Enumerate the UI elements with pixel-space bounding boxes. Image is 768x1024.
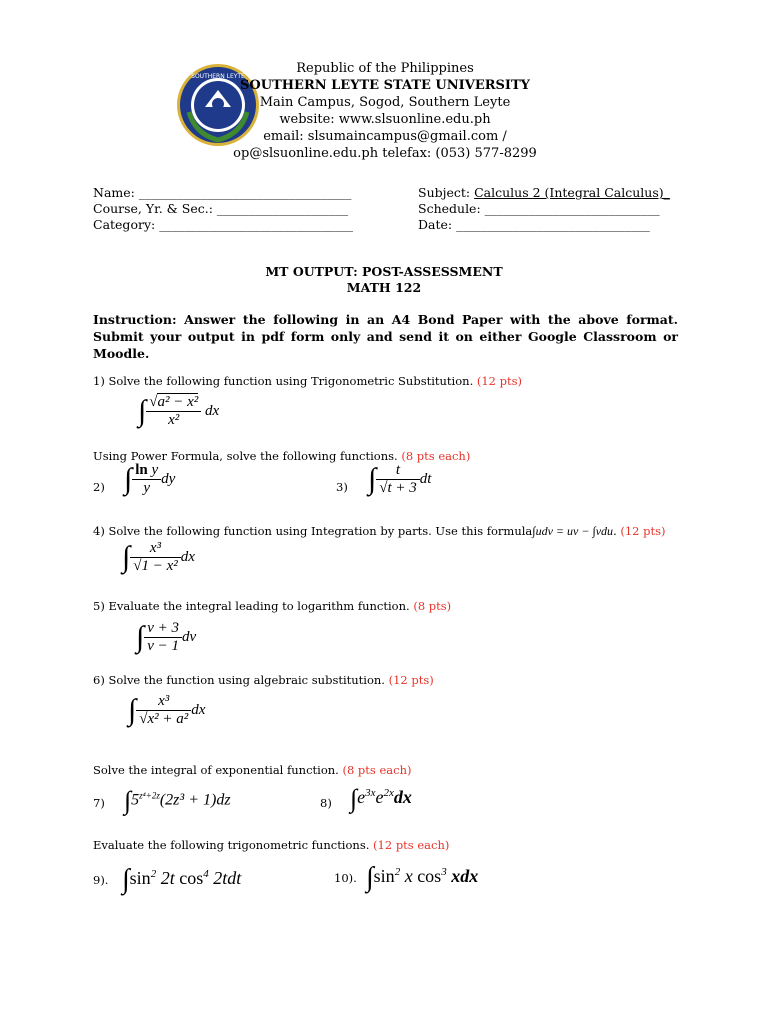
q2-label: 2) (93, 480, 105, 494)
question-5: 5) Evaluate the integral leading to logarithm function. (8 pts) (93, 599, 452, 613)
power-formula-heading: Using Power Formula, solve the following functions. (8 pts each) (93, 449, 471, 463)
header-country: Republic of the Philippines (296, 61, 474, 76)
q7-label: 7) (93, 796, 105, 810)
q10-label: 10). (334, 871, 357, 885)
q2-integral: ∫ $\frac{\text{ln y}}{y}$ dy (124, 462, 176, 496)
q4-integral: ∫ $\frac{\text{x³}}{\text{√1 − x²}}$ dx (122, 540, 195, 574)
schedule-field: Schedule: ____________________________ (418, 201, 660, 216)
header-contact: op@slsuonline.edu.ph telefax: (053) 577-8299 (233, 146, 537, 161)
q6-integral: ∫ $\frac{\text{x³}}{\text{√x² + a²}}$ dx (128, 693, 206, 727)
instruction-text: Instruction: Answer the following in an A4 Bond Paper with the above format. Submit your output in pdf form only and send it on either Google Classroom or Moodle. (93, 312, 678, 361)
header-university-name: SOUTHERN LEYTE STATE UNIVERSITY (240, 78, 530, 93)
exponential-heading: Solve the integral of exponential function. (8 pts each) (93, 763, 412, 777)
q7-integral: $\int 5^{z^4+2z}(2z^3 + 1)dz$ (124, 786, 231, 815)
svg-text:SOUTHERN LEYTE: SOUTHERN LEYTE (191, 73, 245, 80)
subject-field: Subject: Calculus 2 (Integral Calculus)_ (418, 185, 670, 200)
header-campus: Main Campus, Sogod, Southern Leyte (259, 95, 511, 110)
q9-integral: $\int\sin^2$ 2t $\cos^4 2tdt$ (122, 864, 242, 895)
course-field: Course, Yr. & Sec.: _____________________ (93, 201, 349, 216)
q10-integral: $\int\sin^2$ x $\cos^3$ xdx (366, 862, 479, 893)
header-website: website: www.slsuonline.edu.ph (279, 112, 491, 127)
q1-integral: ∫ $\frac{\text{√a² − x²}}{\text{x²}}$ dx (138, 394, 220, 428)
q5-integral: ∫ $\frac{v + 3}{v - 1}$ dv (136, 620, 197, 654)
q3-integral: ∫ $\frac{t}{√t + 3}$ dt (368, 462, 432, 496)
date-field: Date: _______________________________ (418, 217, 650, 232)
q8-integral: $\int e^{3x}e^{2x}dx$ (350, 784, 412, 813)
question-4: 4) Solve the following function using Integration by parts. Use this formula∫udv = uv − ∫vdu. (12 pts) (93, 524, 666, 538)
q3-label: 3) (336, 480, 348, 494)
question-6: 6) Solve the function using algebraic substitution. (12 pts) (93, 673, 434, 687)
q9-label: 9). (93, 873, 109, 887)
header-email: email: slsumaincampus@gmail.com / (263, 129, 507, 144)
trig-heading: Evaluate the following trigonometric functions. (12 pts each) (93, 838, 450, 852)
page-subtitle: MATH 122 (346, 280, 422, 295)
category-field: Category: _______________________________ (93, 217, 353, 232)
q8-label: 8) (320, 796, 332, 810)
question-1: 1) Solve the following function using Trigonometric Substitution. (12 pts) (93, 374, 523, 388)
name-field: Name: __________________________________ (93, 185, 352, 200)
page-title: MT OUTPUT: POST-ASSESSMENT (265, 264, 503, 279)
